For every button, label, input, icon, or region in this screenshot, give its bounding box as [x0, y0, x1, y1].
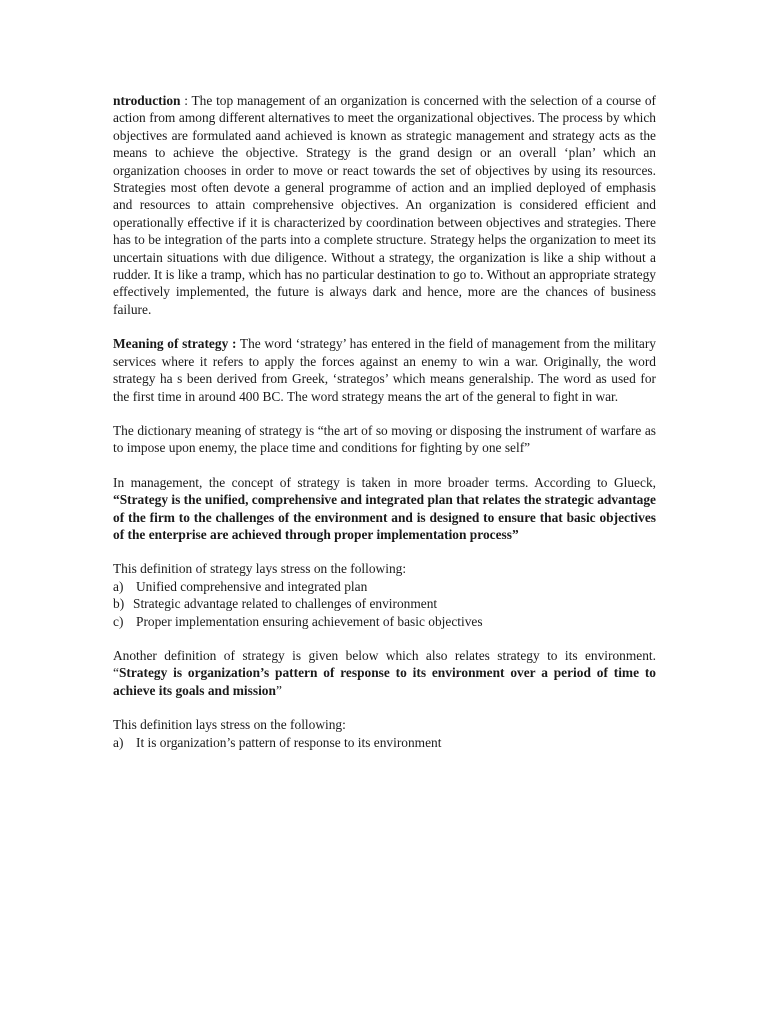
- list-item-text: Proper implementation ensuring achievement of basic objectives: [136, 613, 483, 629]
- list-item: [113, 595, 656, 612]
- glueck-text: In management, the concept of strategy is taken in more broader terms. According to Glueck,: [113, 474, 656, 490]
- glueck-paragraph: [113, 474, 656, 544]
- list-item: [113, 613, 656, 630]
- meaning-heading: Meaning of strategy :: [113, 336, 237, 352]
- introduction-text: The top management of an organization is concerned with the selection of a course of action from among different alternatives to meet the organizational objectives. The process by which objectives are formulated aand achieved is known as strategic management and strategy acts as the means to achieve the objective. Strategy is the grand design or an overall ‘plan’ which an organization chooses in order to move or react towards the set of objectives by using its resources. Strategies most often devote a general programme of action and an implied deployed of emphasis and resources to attain comprehensive objectives. An organization is considered efficient and operationally effective if it is characterized by coordination between objectives and strategies. There has to be integration of the parts into a complete structure. Strategy helps the organization to meet its uncertain situations with due diligence. Without a strategy, the organization is like a ship without a rudder. It is like a tramp, which has no particular destination to go to. Without an appropriate strategy effectively implemented, the future is always dark and hence, more are the chances of business failure.: [113, 93, 656, 317]
- introduction-paragraph: [113, 92, 656, 318]
- list-marker: a): [113, 734, 124, 750]
- another-definition-paragraph: [113, 647, 656, 699]
- stress-intro-2-text: This definition lays stress on the following:: [113, 717, 346, 733]
- list-marker: b): [113, 596, 125, 612]
- another-definition-quote: Strategy is organization’s pattern of response to its environment over a period of time to achieve its goals and mission: [113, 665, 656, 698]
- list-item-text: Unified comprehensive and integrated plan: [136, 578, 368, 594]
- dictionary-paragraph: [113, 422, 656, 457]
- list-item-text: It is organization’s pattern of response to its environment: [136, 734, 442, 750]
- another-definition-text: Another definition of strategy is given below which also relates strategy to its environment. “: [113, 647, 656, 681]
- stress-intro-1-text: This definition of strategy lays stress on the following:: [113, 561, 407, 577]
- list-item-text: Strategic advantage related to challenges of environment: [133, 596, 438, 612]
- glueck-quote: “Strategy is the unified, comprehensive and integrated plan that relates the strategic advantage of the firm to the challenges of the environment and is designed to ensure that basic objectives of the enterprise are achieved through proper implementation process”: [113, 492, 656, 542]
- list-item: [113, 578, 656, 595]
- list-item: [113, 734, 656, 751]
- introduction-separator: :: [180, 93, 192, 108]
- introduction-heading: ntroduction: [113, 93, 181, 108]
- document-body: [113, 92, 656, 751]
- list-marker: c): [113, 613, 124, 629]
- dictionary-text: The dictionary meaning of strategy is “the art of so moving or disposing the instrument of warfare as to impose upon enemy, the place time and conditions for fighting by one self”: [113, 422, 656, 456]
- stress-intro-2: [113, 716, 656, 733]
- stress-intro-1: [113, 560, 656, 577]
- another-definition-close: ”: [275, 682, 282, 698]
- meaning-text: The word ‘strategy’ has entered in the field of management from the military services where it refers to apply the forces against an enemy to win a war. Originally, the word strategy ha s been derived from Greek, ‘strategos’ which means generalship. The word as used for the first time in around 400 BC. The word strategy means the art of the general to fight in war.: [113, 336, 656, 404]
- meaning-paragraph: [113, 335, 656, 405]
- list-marker: a): [113, 578, 124, 594]
